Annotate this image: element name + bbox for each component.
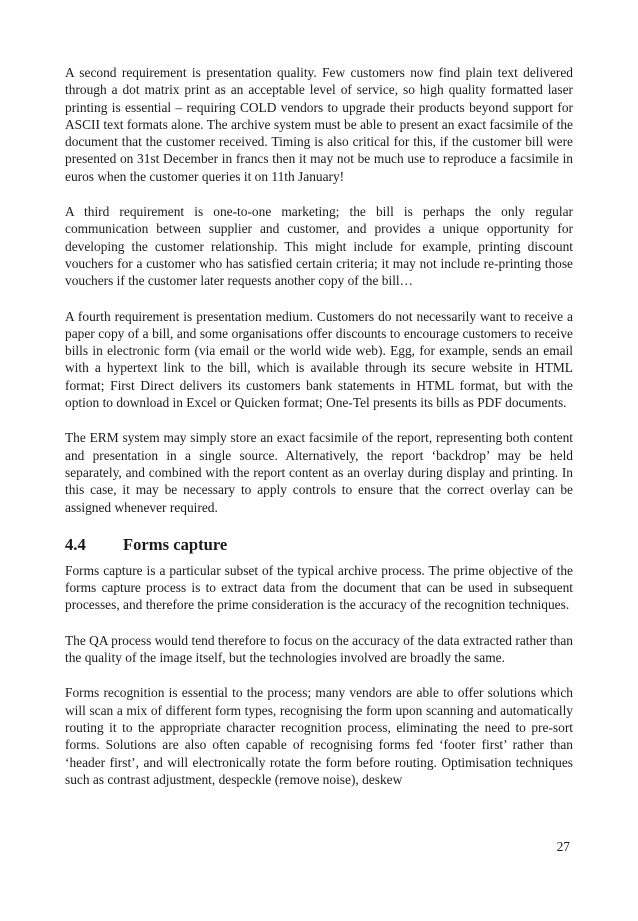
page-number: 27 bbox=[556, 839, 570, 854]
section-number: 4.4 bbox=[65, 534, 86, 554]
paragraph-presentation-medium: A fourth requirement is presentation medium. Customers do not necessarily want to receive a paper copy of a bill, and some organisations offer discounts to encourage customers to receive bills in electronic form (via email or the world wide web). Egg, for example, sends an email with a hypertext link to the bill, which is available through its secure website in HTML format; First Direct delivers its customers bank statements in HTML format, but with the option to download in Excel or Quicken format; One-Tel presents its bills as PDF documents. bbox=[65, 308, 573, 411]
section-title: Forms capture bbox=[123, 534, 228, 554]
paragraph-presentation-quality: A second requirement is presentation quality. Few customers now find plain text delivered through a dot matrix print as an acceptable level of service, so high quality formatted laser printing is essential – requiring COLD vendors to upgrade their products beyond support for ASCII text formats alone. The archive system must be able to present an exact facsimile of the document that the customer received. Timing is also critical for this, if the customer bill were presented on 31st December in francs then it may not be much use to reproduce a facsimile in euros when the customer queries it on 11th January! bbox=[65, 65, 573, 184]
paragraph-qa-process: The QA process would tend therefore to focus on the accuracy of the data extracted rather than the quality of the image itself, but the technologies involved are broadly the same. bbox=[65, 632, 573, 666]
section-heading bbox=[65, 534, 573, 556]
paragraph-forms-capture-intro: Forms capture is a particular subset of the typical archive process. The prime objective of the forms capture process is to extract data from the document that can be used in subsequent processes, and therefore the prime consideration is the accuracy of the recognition techniques. bbox=[65, 562, 573, 613]
paragraph-one-to-one-marketing: A third requirement is one-to-one marketing; the bill is perhaps the only regular communication between supplier and customer, and provides a unique opportunity for developing the customer relationship. This might include for example, printing discount vouchers for a customer who has satisfied certain criteria; it may not include re-printing those vouchers if the customer later requests another copy of the bill… bbox=[65, 204, 573, 289]
paragraph-erm-facsimile: The ERM system may simply store an exact facsimile of the report, representing both content and presentation in a single source. Alternatively, the report ‘backdrop’ may be held separately, and combined with the report content as an overlay during display and printing. In this case, it may be necessary to apply controls to ensure that the correct overlay can be assigned whenever required. bbox=[65, 430, 573, 515]
document-page bbox=[65, 64, 573, 806]
paragraph-forms-recognition: Forms recognition is essential to the process; many vendors are able to offer solutions which will scan a mix of different form types, recognising the form upon scanning and automatically routing it to the appropriate character recognition process, eliminating the need to pre-sort forms. Solutions are also often capable of recognising forms fed ‘footer first’ rather than ‘header first’, and will electronically rotate the form before routing. Optimisation techniques such as contrast adjustment, despeckle (remove noise), deskew bbox=[65, 685, 573, 787]
